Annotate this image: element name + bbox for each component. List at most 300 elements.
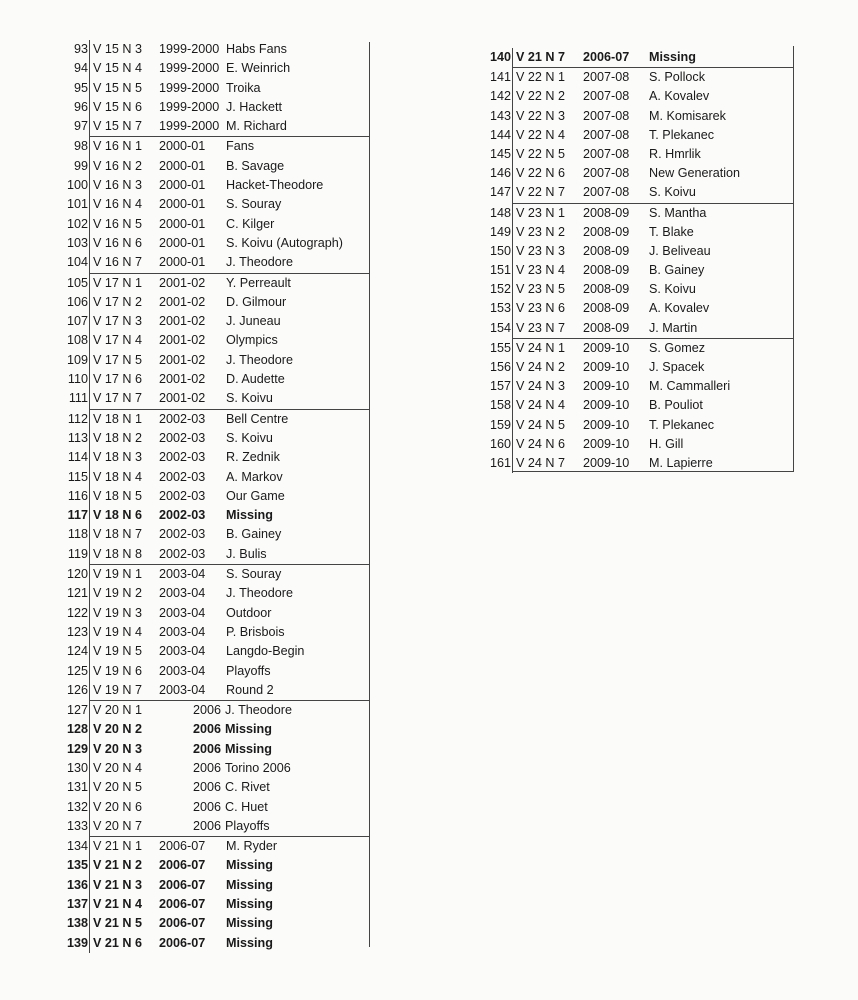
volume-code: V 18 N 6 xyxy=(89,506,142,525)
left-row xyxy=(48,351,370,370)
volume-code: V 21 N 1 xyxy=(89,837,142,856)
issue-number: 128 xyxy=(66,722,88,737)
subject-name: M. Richard xyxy=(226,119,287,134)
season: 2003-04 xyxy=(159,663,206,678)
left-row xyxy=(48,40,370,59)
subject-name: M. Lapierre xyxy=(649,455,713,470)
volume-code: V 18 N 1 xyxy=(89,410,142,429)
left-row xyxy=(48,312,370,331)
subject-name: S. Koivu xyxy=(649,185,696,200)
season: 2009-10 xyxy=(583,379,630,394)
volume-code: V 17 N 3 xyxy=(89,312,142,331)
season: 2001-02 xyxy=(159,372,206,387)
subject-name: J. Bulis xyxy=(226,546,267,561)
issue-number: 97 xyxy=(73,119,88,134)
issue-number: 110 xyxy=(67,372,88,387)
volume-code: V 21 N 4 xyxy=(89,895,142,914)
volume-code: V 23 N 2 xyxy=(512,223,565,242)
season: 2006-07 xyxy=(159,877,206,892)
issue-number: 152 xyxy=(489,282,511,297)
volume-code: V 15 N 3 xyxy=(89,40,142,59)
issue-number: 103 xyxy=(66,235,88,250)
left-row xyxy=(48,584,370,603)
volume-code: V 21 N 3 xyxy=(89,876,142,895)
left-row xyxy=(48,525,370,544)
left-row xyxy=(48,623,370,642)
issue-number: 123 xyxy=(66,624,88,639)
issue-number: 133 xyxy=(66,818,88,833)
issue-number: 99 xyxy=(73,158,88,173)
right-column-bottom-border xyxy=(512,471,794,472)
subject-name: Y. Perreault xyxy=(226,275,291,290)
season: 2006 xyxy=(192,722,221,737)
subject-name: D. Audette xyxy=(226,372,285,387)
subject-name: C. Rivet xyxy=(225,780,270,795)
subject-name: Habs Fans xyxy=(226,42,287,56)
issue-number: 159 xyxy=(489,417,511,432)
issue-number: 136 xyxy=(66,877,88,892)
left-row xyxy=(48,778,370,797)
subject-name: Missing xyxy=(225,722,272,737)
issue-number: 142 xyxy=(489,89,511,104)
left-row xyxy=(48,215,370,234)
issue-number: 117 xyxy=(67,508,88,523)
subject-name: J. Juneau xyxy=(226,314,281,329)
subject-name: R. Hmrlik xyxy=(649,146,701,161)
season: 2007-08 xyxy=(583,185,630,200)
issue-number: 120 xyxy=(66,567,88,582)
right-row xyxy=(484,416,794,435)
issue-number: 124 xyxy=(66,644,88,659)
subject-name: Round 2 xyxy=(226,682,274,697)
season: 2009-10 xyxy=(583,360,630,374)
season: 2002-03 xyxy=(159,450,206,465)
left-row xyxy=(48,234,370,253)
subject-name: A. Kovalev xyxy=(649,89,710,104)
left-row xyxy=(48,59,370,78)
left-row xyxy=(48,740,370,759)
subject-name: D. Gilmour xyxy=(226,294,287,309)
season: 1999-2000 xyxy=(159,119,220,134)
season: 2006 xyxy=(192,741,221,756)
season: 2003-04 xyxy=(159,624,206,639)
subject-name: S. Gomez xyxy=(649,340,705,355)
issue-number: 125 xyxy=(66,663,88,678)
left-row xyxy=(66,564,370,584)
subject-name: Playoffs xyxy=(225,818,270,833)
issue-number: 100 xyxy=(66,178,88,193)
issue-number: 127 xyxy=(66,703,88,718)
issue-number: 112 xyxy=(67,411,88,426)
volume-code: V 20 N 3 xyxy=(89,740,142,759)
season: 2003-04 xyxy=(159,605,206,620)
subject-name: J. Spacek xyxy=(649,360,705,374)
subject-name: Hacket-Theodore xyxy=(226,178,324,193)
issue-number: 114 xyxy=(67,450,88,465)
subject-name: C. Kilger xyxy=(226,216,275,231)
left-row xyxy=(73,136,370,156)
volume-code: V 20 N 2 xyxy=(89,720,142,739)
season: 2002-03 xyxy=(159,546,206,561)
subject-name: H. Gill xyxy=(649,436,684,451)
season: 2002-03 xyxy=(159,527,206,542)
left-row xyxy=(48,253,370,272)
season: 2006 xyxy=(192,780,221,795)
subject-name: J. Theodore xyxy=(225,703,292,718)
season: 2009-10 xyxy=(583,398,630,413)
issue-number: 101 xyxy=(66,197,88,212)
subject-name: Outdoor xyxy=(226,605,272,620)
season: 2000-01 xyxy=(159,139,206,154)
volume-code: V 22 N 2 xyxy=(512,87,565,106)
right-row xyxy=(484,299,794,318)
left-row xyxy=(48,389,370,408)
left-row xyxy=(67,409,370,429)
subject-name: Bell Centre xyxy=(226,411,289,426)
issue-number: 105 xyxy=(66,275,88,290)
volume-code: V 20 N 7 xyxy=(89,817,142,836)
season: 2000-01 xyxy=(159,197,206,212)
subject-name: New Generation xyxy=(649,166,741,181)
issue-number: 138 xyxy=(66,916,88,931)
left-row xyxy=(48,856,370,875)
volume-code: V 21 N 7 xyxy=(512,48,565,67)
season: 2006-07 xyxy=(159,935,206,950)
subject-name: J. Hackett xyxy=(226,99,282,114)
volume-code: V 24 N 4 xyxy=(512,396,565,415)
volume-code: V 22 N 1 xyxy=(512,68,565,87)
issue-number: 137 xyxy=(66,897,88,912)
volume-code: V 22 N 3 xyxy=(512,107,565,126)
issue-number: 144 xyxy=(489,127,511,142)
subject-name: Missing xyxy=(649,50,696,64)
left-row xyxy=(66,273,370,293)
subject-name: S. Koivu xyxy=(226,430,273,445)
volume-code: V 20 N 5 xyxy=(89,778,142,797)
left-row xyxy=(48,876,370,895)
issue-number: 115 xyxy=(67,469,88,484)
right-row xyxy=(484,242,794,261)
subject-name: J. Martin xyxy=(649,320,698,335)
subject-name: Missing xyxy=(226,916,273,931)
subject-name: J. Theodore xyxy=(226,255,293,270)
right-column-list xyxy=(484,48,794,473)
left-row xyxy=(48,176,370,195)
subject-name: S. Souray xyxy=(226,567,282,582)
volume-code: V 15 N 6 xyxy=(89,98,142,117)
volume-code: V 21 N 6 xyxy=(89,934,142,953)
issue-number: 150 xyxy=(489,243,511,258)
left-row xyxy=(48,429,370,448)
volume-code: V 21 N 5 xyxy=(89,914,142,933)
subject-name: Missing xyxy=(226,508,273,523)
left-row xyxy=(48,293,370,312)
right-row xyxy=(484,223,794,242)
volume-code: V 16 N 4 xyxy=(89,195,142,214)
issue-number: 157 xyxy=(489,379,511,394)
issue-number: 106 xyxy=(66,294,88,309)
volume-code: V 24 N 6 xyxy=(512,435,565,454)
subject-name: B. Gainey xyxy=(649,263,705,278)
subject-name: C. Huet xyxy=(225,799,268,814)
volume-code: V 19 N 6 xyxy=(89,662,142,681)
issue-number: 109 xyxy=(66,352,88,367)
issue-number: 98 xyxy=(73,139,88,154)
issue-number: 146 xyxy=(489,166,511,181)
volume-code: V 18 N 4 xyxy=(89,468,142,487)
issue-number: 156 xyxy=(489,360,511,374)
left-row xyxy=(48,759,370,778)
volume-code: V 16 N 3 xyxy=(89,176,142,195)
season: 2003-04 xyxy=(159,567,206,582)
right-row xyxy=(484,164,794,183)
issue-number: 118 xyxy=(67,527,88,542)
issue-number: 131 xyxy=(66,780,88,795)
volume-code: V 21 N 2 xyxy=(89,856,142,875)
subject-name: J. Theodore xyxy=(226,352,293,367)
volume-code: V 18 N 5 xyxy=(89,487,142,506)
subject-name: P. Brisbois xyxy=(226,624,285,639)
subject-name: Missing xyxy=(226,935,273,950)
season: 2006 xyxy=(192,799,221,814)
subject-name: S. Mantha xyxy=(649,205,707,220)
issue-number: 151 xyxy=(489,263,511,278)
left-column-list xyxy=(48,40,370,950)
left-row xyxy=(48,720,370,739)
subject-name: Torino 2006 xyxy=(225,760,291,775)
subject-name: S. Koivu xyxy=(226,391,273,406)
subject-name: M. Cammalleri xyxy=(649,379,731,394)
issue-number: 143 xyxy=(489,108,511,123)
volume-code: V 24 N 7 xyxy=(512,454,565,473)
left-row xyxy=(66,700,370,720)
volume-code: V 22 N 5 xyxy=(512,145,565,164)
season: 2006-07 xyxy=(159,897,206,912)
subject-name: B. Savage xyxy=(226,158,285,173)
subject-name: Troika xyxy=(226,80,261,95)
volume-code: V 17 N 7 xyxy=(89,389,142,408)
subject-name: A. Kovalev xyxy=(649,301,710,316)
subject-name: T. Plekanec xyxy=(649,417,715,432)
left-row xyxy=(48,895,370,914)
volume-code: V 22 N 7 xyxy=(512,183,565,202)
volume-code: V 24 N 3 xyxy=(512,377,565,396)
subject-name: R. Zednik xyxy=(226,450,280,465)
issue-number: 130 xyxy=(66,760,88,775)
season: 2009-10 xyxy=(583,436,630,451)
volume-code: V 17 N 1 xyxy=(89,274,142,293)
volume-code: V 20 N 6 xyxy=(89,798,142,817)
season: 1999-2000 xyxy=(159,42,220,56)
subject-name: Olympics xyxy=(226,333,278,348)
season: 2002-03 xyxy=(159,430,206,445)
season: 2008-09 xyxy=(583,282,630,297)
season: 2003-04 xyxy=(159,586,206,601)
season: 2006 xyxy=(192,760,221,775)
subject-name: Missing xyxy=(226,897,273,912)
subject-name: J. Theodore xyxy=(226,586,293,601)
subject-name: Langdo-Begin xyxy=(226,644,305,659)
subject-name: S. Koivu (Autograph) xyxy=(226,235,343,250)
season: 2006-07 xyxy=(159,839,206,854)
season: 2007-08 xyxy=(583,70,630,85)
season: 2006-07 xyxy=(159,916,206,931)
volume-code: V 20 N 1 xyxy=(89,701,142,720)
right-row xyxy=(489,203,794,223)
left-row xyxy=(48,817,370,836)
left-row xyxy=(48,79,370,98)
issue-number: 94 xyxy=(73,61,88,76)
left-row xyxy=(48,487,370,506)
volume-code: V 23 N 7 xyxy=(512,319,565,338)
issue-number: 141 xyxy=(489,70,511,85)
issue-number: 139 xyxy=(66,935,88,950)
issue-number: 155 xyxy=(489,340,511,355)
left-row xyxy=(48,604,370,623)
left-row xyxy=(48,681,370,700)
subject-name: B. Pouliot xyxy=(649,398,703,413)
volume-code: V 19 N 4 xyxy=(89,623,142,642)
subject-name: A. Markov xyxy=(226,469,283,484)
issue-number: 158 xyxy=(489,398,511,413)
left-row xyxy=(48,506,370,525)
subject-name: M. Komisarek xyxy=(649,108,726,123)
volume-code: V 23 N 5 xyxy=(512,280,565,299)
season: 2007-08 xyxy=(583,146,630,161)
volume-code: V 20 N 4 xyxy=(89,759,142,778)
issue-number: 116 xyxy=(67,488,88,503)
season: 1999-2000 xyxy=(159,99,220,114)
issue-number: 147 xyxy=(489,185,511,200)
season: 2008-09 xyxy=(583,301,630,316)
volume-code: V 18 N 3 xyxy=(89,448,142,467)
right-row xyxy=(484,377,794,396)
subject-name: Missing xyxy=(226,877,273,892)
season: 2007-08 xyxy=(583,166,630,181)
subject-name: S. Souray xyxy=(226,197,282,212)
season: 2002-03 xyxy=(159,508,206,523)
left-row xyxy=(48,662,370,681)
issue-number: 111 xyxy=(68,391,88,406)
volume-code: V 19 N 5 xyxy=(89,642,142,661)
season: 2002-03 xyxy=(159,469,206,484)
season: 2009-10 xyxy=(583,340,630,355)
season: 2008-09 xyxy=(583,243,630,258)
issue-number: 119 xyxy=(67,546,88,561)
subject-name: S. Koivu xyxy=(649,282,696,297)
volume-code: V 23 N 4 xyxy=(512,261,565,280)
volume-code: V 15 N 4 xyxy=(89,59,142,78)
issue-number: 129 xyxy=(66,741,88,756)
subject-name: B. Gainey xyxy=(226,527,282,542)
issue-number: 126 xyxy=(66,682,88,697)
subject-name: E. Weinrich xyxy=(226,61,291,76)
subject-name: T. Plekanec xyxy=(649,127,715,142)
season: 2001-02 xyxy=(159,352,206,367)
season: 2007-08 xyxy=(583,89,630,104)
issue-number: 161 xyxy=(489,455,511,470)
subject-name: Missing xyxy=(226,858,273,873)
volume-code: V 18 N 7 xyxy=(89,525,142,544)
volume-code: V 23 N 1 xyxy=(512,204,565,223)
left-row xyxy=(48,157,370,176)
issue-number: 132 xyxy=(66,799,88,814)
issue-number: 96 xyxy=(73,99,88,114)
season: 2001-02 xyxy=(159,275,206,290)
right-row xyxy=(484,396,794,415)
season: 2006-07 xyxy=(159,858,206,873)
season: 2009-10 xyxy=(583,417,630,432)
left-row xyxy=(48,98,370,117)
season: 2006 xyxy=(192,703,221,718)
right-row xyxy=(484,48,794,67)
subject-name: S. Pollock xyxy=(649,70,705,85)
issue-number: 134 xyxy=(66,839,88,854)
season: 2001-02 xyxy=(159,333,206,348)
right-row xyxy=(484,261,794,280)
left-row xyxy=(48,914,370,933)
issue-number: 113 xyxy=(67,430,88,445)
issue-number: 122 xyxy=(66,605,88,620)
right-row xyxy=(484,87,794,106)
left-row xyxy=(48,370,370,389)
right-row xyxy=(484,435,794,454)
subject-name: M. Ryder xyxy=(226,839,278,854)
volume-code: V 16 N 2 xyxy=(89,157,142,176)
season: 2000-01 xyxy=(159,178,206,193)
volume-code: V 24 N 2 xyxy=(512,358,565,377)
season: 2001-02 xyxy=(159,314,206,329)
subject-name: Our Game xyxy=(226,488,285,503)
volume-code: V 16 N 5 xyxy=(89,215,142,234)
volume-code: V 18 N 8 xyxy=(89,545,142,564)
issue-number: 104 xyxy=(66,255,88,270)
volume-code: V 24 N 5 xyxy=(512,416,565,435)
issue-number: 153 xyxy=(489,301,511,316)
volume-code: V 23 N 3 xyxy=(512,242,565,261)
issue-number: 140 xyxy=(489,50,511,64)
season: 2006 xyxy=(192,818,221,833)
season: 2000-01 xyxy=(159,255,206,270)
left-row xyxy=(48,468,370,487)
volume-code: V 22 N 6 xyxy=(512,164,565,183)
volume-code: V 16 N 7 xyxy=(89,253,142,272)
right-row xyxy=(484,358,794,377)
subject-name: Fans xyxy=(226,139,254,154)
left-column-right-border xyxy=(369,42,370,947)
season: 2002-03 xyxy=(159,411,206,426)
season: 2008-09 xyxy=(583,205,630,220)
subject-name: J. Beliveau xyxy=(649,243,711,258)
volume-code: V 17 N 4 xyxy=(89,331,142,350)
season: 2000-01 xyxy=(159,235,206,250)
volume-code: V 15 N 5 xyxy=(89,79,142,98)
season: 2008-09 xyxy=(583,320,630,335)
left-row xyxy=(48,117,370,136)
issue-number: 95 xyxy=(73,80,88,95)
season: 2007-08 xyxy=(583,127,630,142)
subject-name: Missing xyxy=(225,741,272,756)
season: 2007-08 xyxy=(583,108,630,123)
season: 2009-10 xyxy=(583,455,630,470)
right-column-right-border xyxy=(793,46,794,472)
volume-code: V 18 N 2 xyxy=(89,429,142,448)
volume-code: V 15 N 7 xyxy=(89,117,142,136)
volume-code: V 16 N 6 xyxy=(89,234,142,253)
issue-number: 107 xyxy=(66,314,88,329)
season: 2008-09 xyxy=(583,263,630,278)
season: 2008-09 xyxy=(583,224,630,239)
